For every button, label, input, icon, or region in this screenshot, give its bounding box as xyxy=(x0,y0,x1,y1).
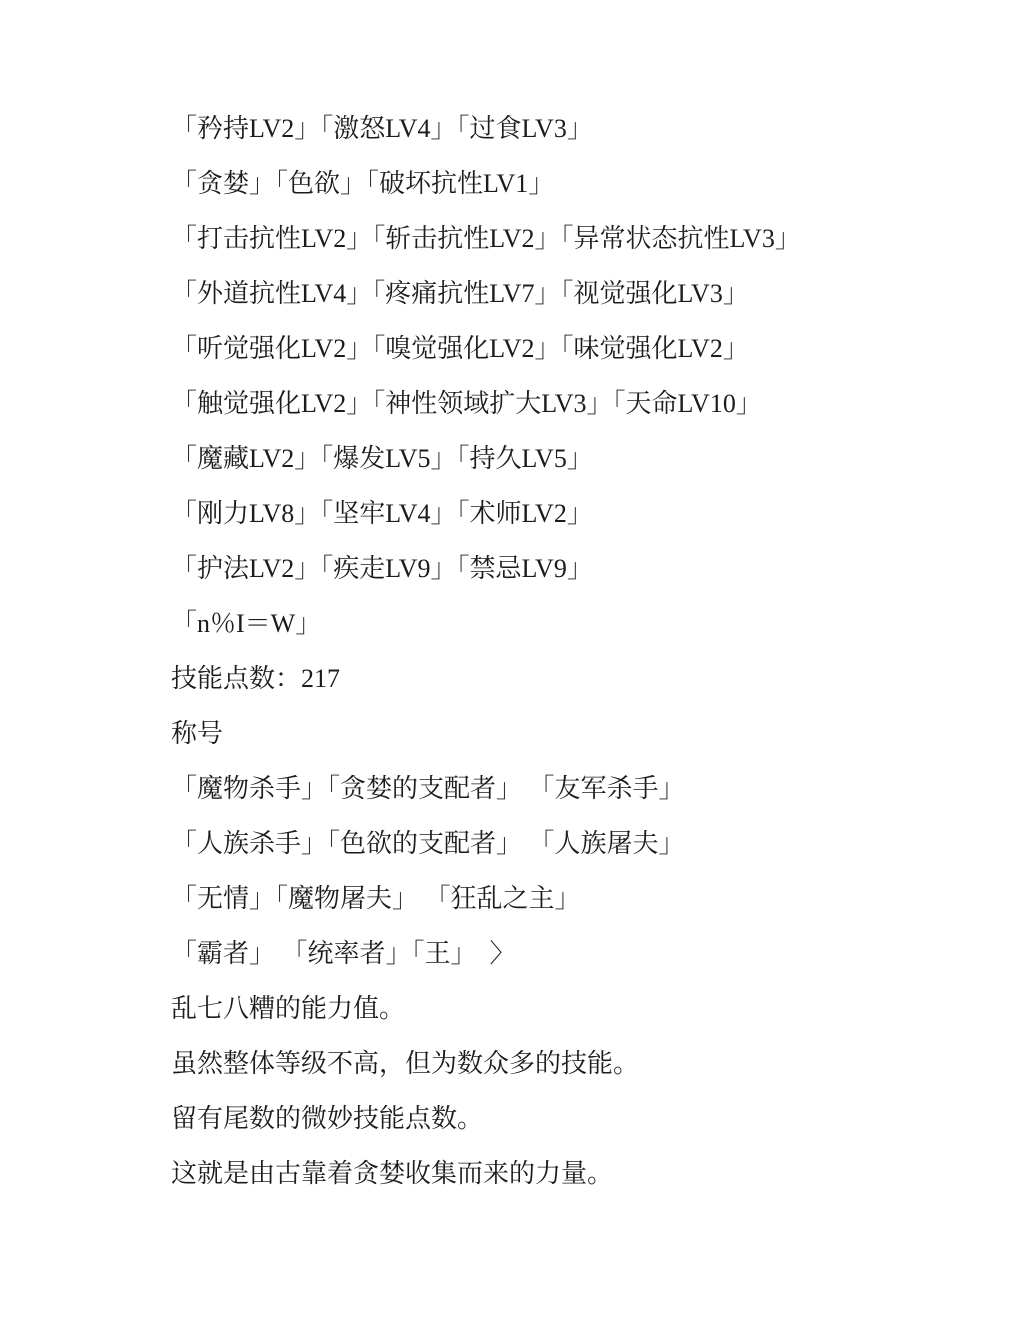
narration-line: 虽然整体等级不高，但为数众多的技能。 xyxy=(171,1049,640,1078)
skill-line: 「魔藏LV2」「爆发LV5」「持久LV5」 xyxy=(171,444,593,473)
skill-line: 「外道抗性LV4」「疼痛抗性LV7」「视觉强化LV3」 xyxy=(171,279,749,308)
title-line: 「魔物杀手」「贪婪的支配者」 「友军杀手」 xyxy=(171,774,685,803)
skill-line: 「听觉强化LV2」「嗅觉强化LV2」「味觉强化LV2」 xyxy=(171,334,749,363)
title-line: 「霸者」 「统率者」「王」 〉 xyxy=(171,939,516,968)
skill-line: 「打击抗性LV2」「斩击抗性LV2」「异常状态抗性LV3」 xyxy=(171,224,801,253)
skill-line: 「触觉强化LV2」「神性领域扩大LV3」「天命LV10」 xyxy=(171,389,762,418)
narration-line: 乱七八糟的能力值。 xyxy=(171,994,406,1023)
status-window-text xyxy=(171,101,960,981)
narration-text xyxy=(171,981,960,1201)
skill-line: 「贪婪」「色欲」「破坏抗性LV1」 xyxy=(171,169,555,198)
titles-heading: 称号 xyxy=(171,719,224,748)
title-line: 「人族杀手」「色欲的支配者」 「人族屠夫」 xyxy=(171,829,685,858)
skill-line-glitch: 「n％I＝W」 xyxy=(171,609,322,638)
skill-line: 「护法LV2」「疾走LV9」「禁忌LV9」 xyxy=(171,554,593,583)
skill-line: 「刚力LV8」「坚牢LV4」「术师LV2」 xyxy=(171,499,593,528)
title-line: 「无情」「魔物屠夫」 「狂乱之主」 xyxy=(171,884,581,913)
narration-line: 留有尾数的微妙技能点数。 xyxy=(171,1104,484,1133)
narration-line: 这就是由古靠着贪婪收集而来的力量。 xyxy=(171,1159,614,1188)
skill-line: 「矜持LV2」「激怒LV4」「过食LV3」 xyxy=(171,114,593,143)
skill-points-line: 技能点数：217 xyxy=(171,664,341,693)
